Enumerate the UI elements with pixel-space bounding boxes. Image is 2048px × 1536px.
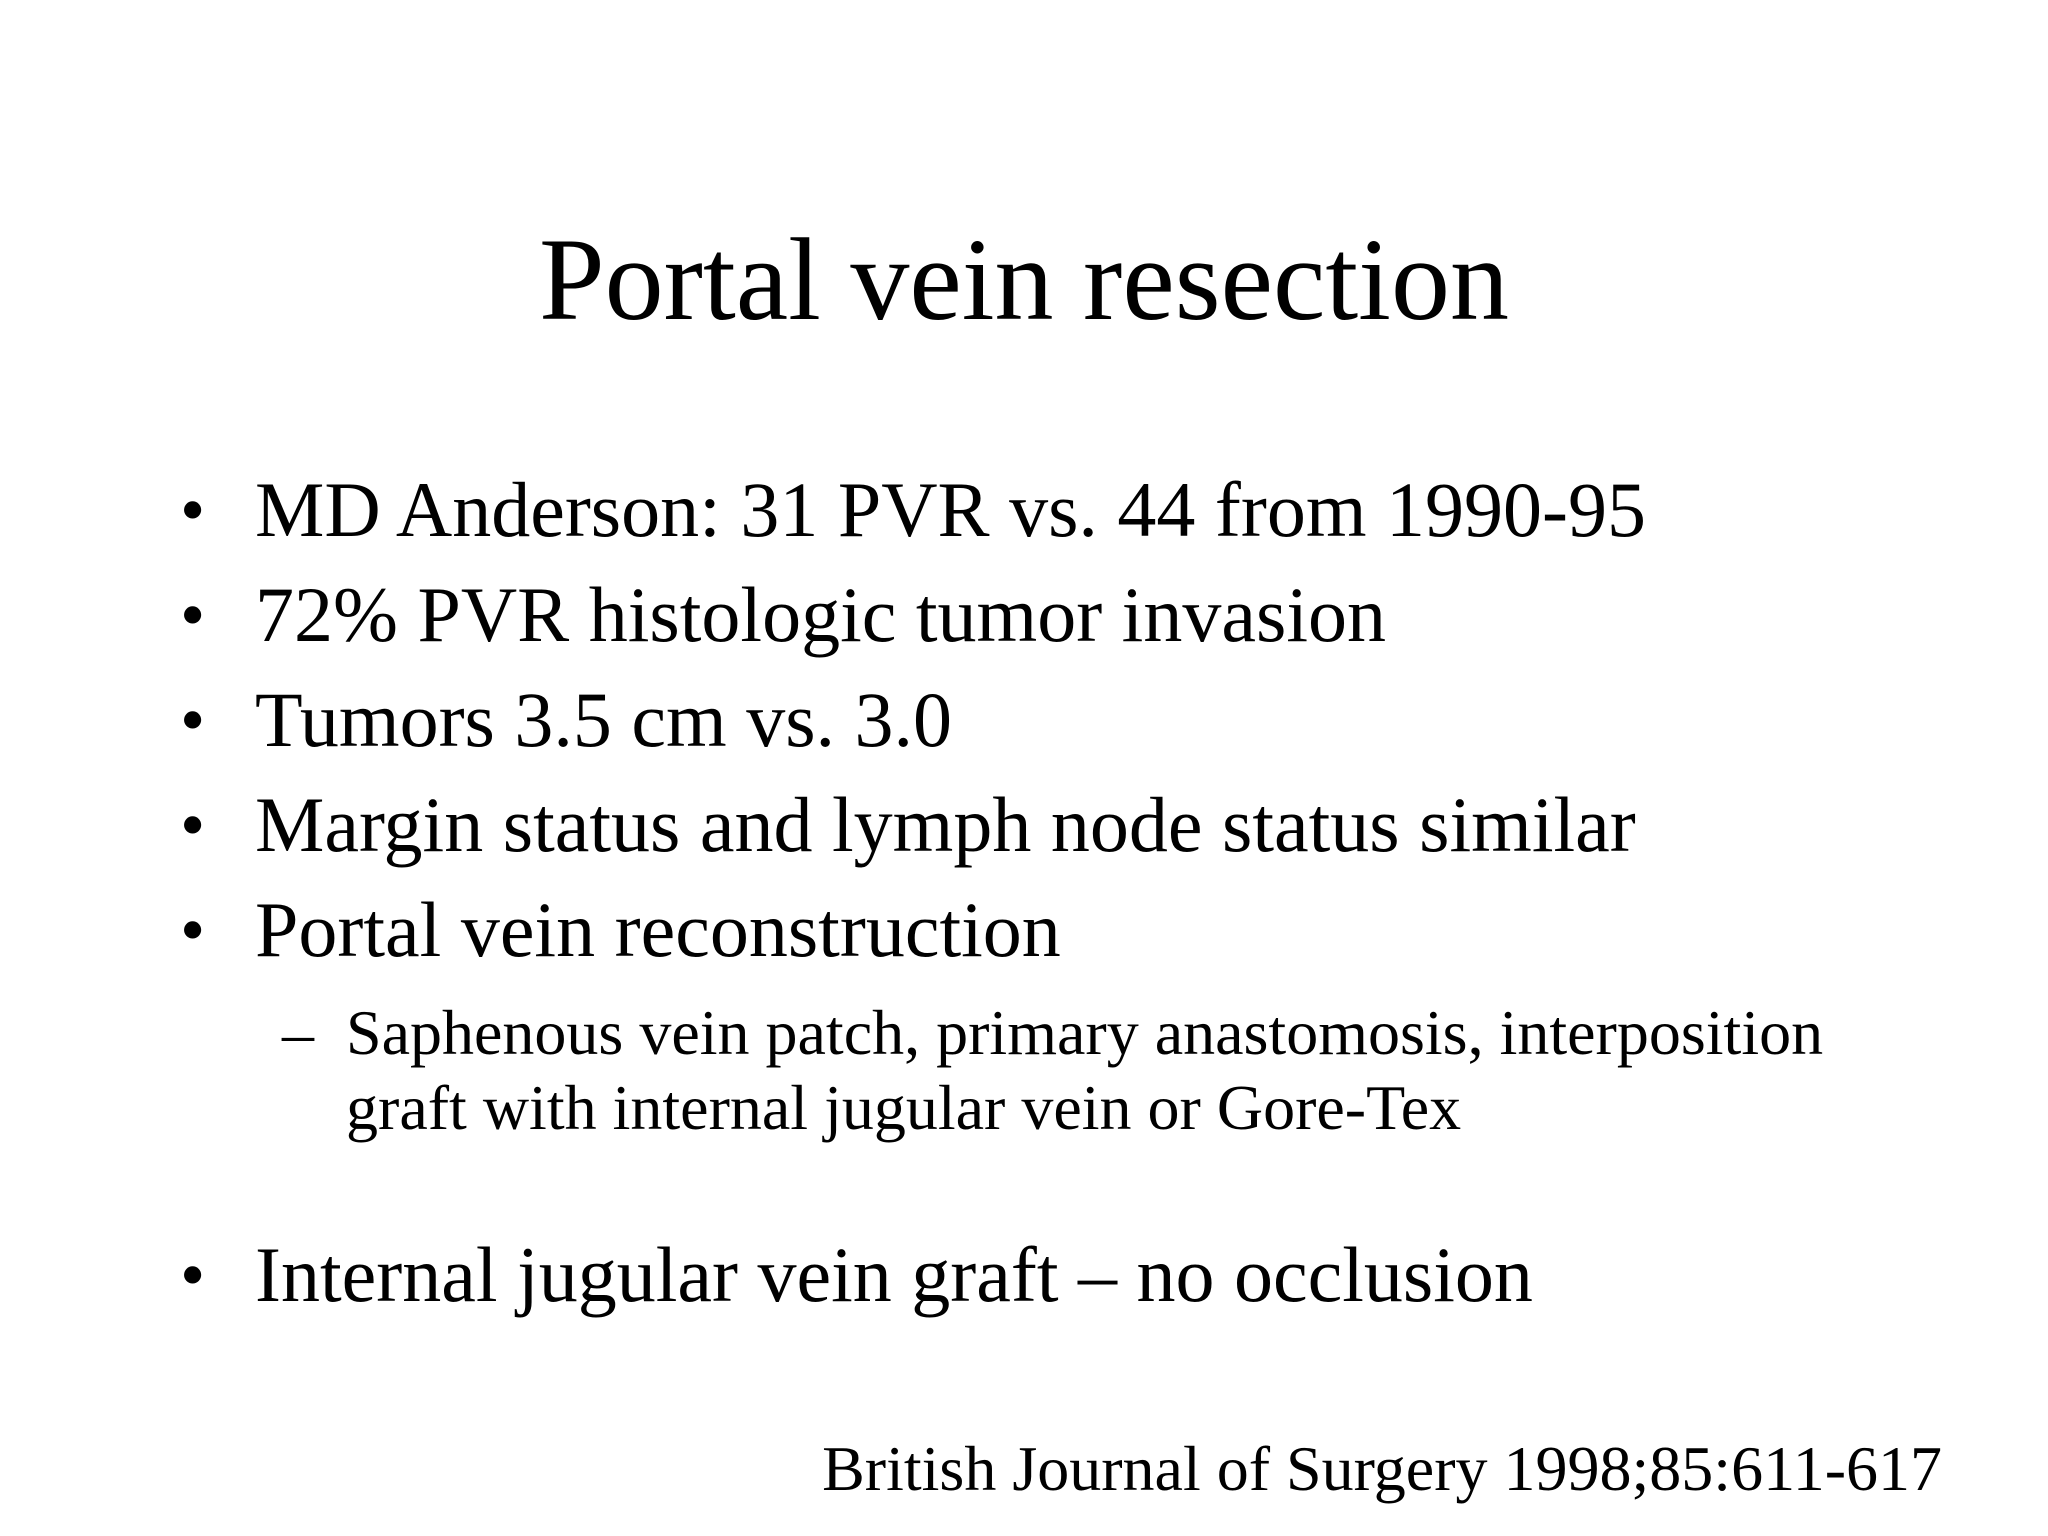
sub-bullet-text: Saphenous vein patch, primary anastomosis, interposition graft with internal jugular vein or Gore-Tex (346, 997, 1824, 1143)
bullet-item (0, 465, 2048, 555)
bullet-item (0, 1230, 2048, 1320)
bullet-marker: • (180, 890, 206, 970)
bullet-text: Internal jugular vein graft – no occlusion (255, 1231, 1533, 1318)
sub-bullet-marker: – (282, 997, 314, 1068)
bullet-marker: • (180, 1235, 206, 1315)
bullet-marker: • (180, 470, 206, 550)
bullet-text: 72% PVR histologic tumor invasion (255, 571, 1386, 658)
bullet-item (0, 885, 2048, 975)
bullet-text: Margin status and lymph node status similar (255, 781, 1636, 868)
bullet-text: Tumors 3.5 cm vs. 3.0 (255, 676, 953, 763)
bullet-marker: • (180, 680, 206, 760)
bullet-item (0, 780, 2048, 870)
bullet-item (0, 570, 2048, 660)
bullet-text: MD Anderson: 31 PVR vs. 44 from 1990-95 (255, 466, 1647, 553)
bullet-item (0, 675, 2048, 765)
bullet-marker: • (180, 785, 206, 865)
citation: British Journal of Surgery 1998;85:611-617 (822, 1433, 1942, 1504)
bullet-marker: • (180, 575, 206, 655)
bullet-text: Portal vein reconstruction (255, 886, 1061, 973)
slide-title: Portal vein resection (539, 214, 1509, 345)
